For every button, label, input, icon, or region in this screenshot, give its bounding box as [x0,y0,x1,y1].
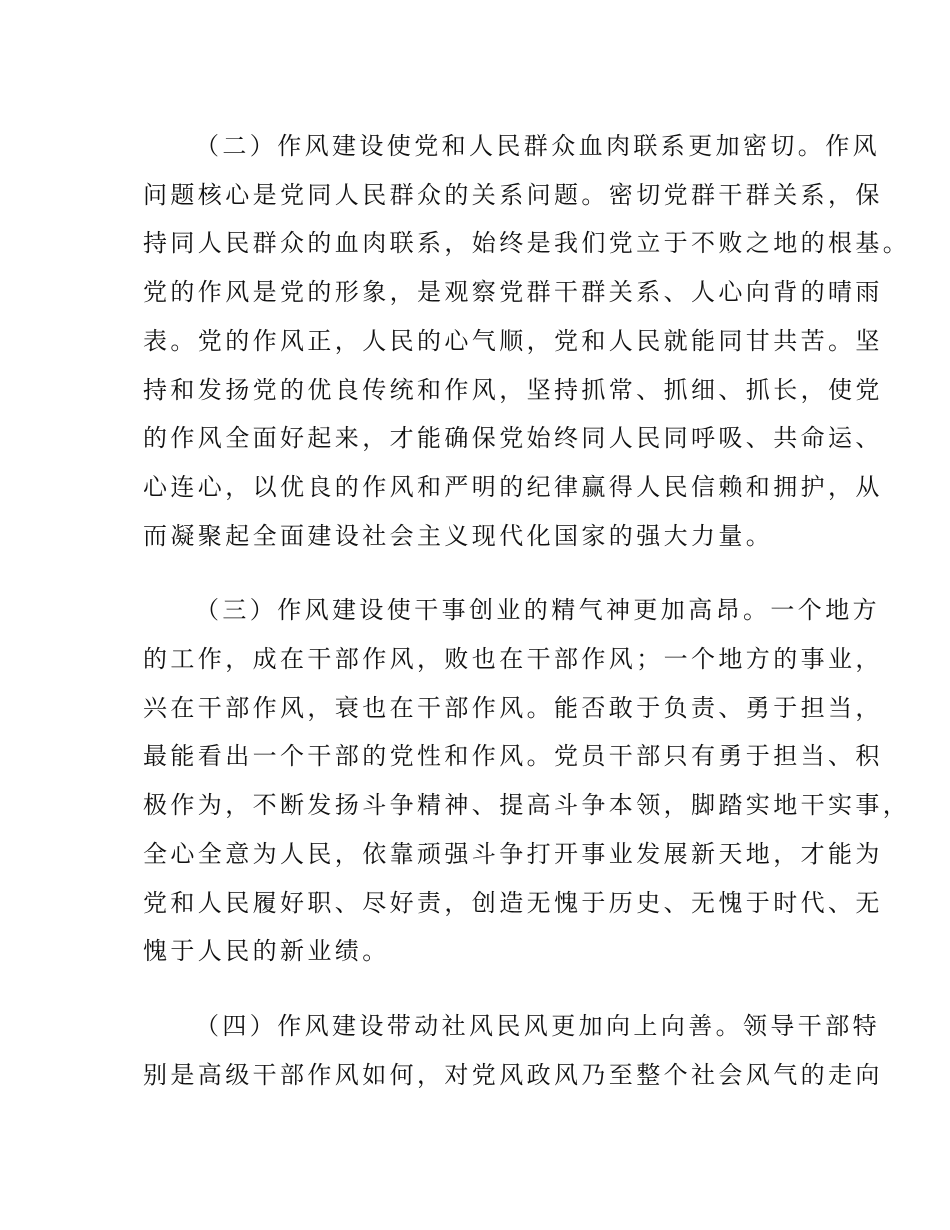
paragraph-line: （二）作风建设使党和人民群众血肉联系更加密切。作风 [195,132,880,160]
paragraph-line: 的作风全面好起来，才能确保党始终同人民同呼吸、共命运、 [143,424,883,453]
paragraph-line: （四）作风建设带动社风民风更加向上向善。领导干部特 [195,1011,880,1040]
paragraph-line: （三）作风建设使干事创业的精气神更加高昂。一个地方 [195,596,880,625]
document-body [143,122,911,1099]
paragraph-2 [143,122,911,560]
paragraph-line: 持同人民群众的血肉联系，始终是我们党立于不败之地的根基。 [143,229,911,258]
paragraph-line: 最能看出一个干部的党性和作风。党员干部只有勇于担当、积 [143,742,883,771]
paragraph-line: 表。党的作风正，人民的心气顺，党和人民就能同甘共苦。坚 [143,326,883,355]
paragraph-line: 愧于人民的新业绩。 [143,937,390,966]
paragraph-line: 党的作风是党的形象，是观察党群干群关系、人心向背的晴雨 [143,278,883,307]
paragraph-line: 而凝聚起全面建设社会主义现代化国家的强大力量。 [143,521,774,550]
paragraph-line: 党和人民履好职、尽好责，创造无愧于历史、无愧于时代、无 [143,888,883,917]
paragraph-line: 心连心，以优良的作风和严明的纪律赢得人民信赖和拥护，从 [143,472,883,501]
paragraph-line: 兴在干部作风，衰也在干部作风。能否敢于负责、勇于担当， [143,693,883,722]
paragraph-line: 持和发扬党的优良传统和作风，坚持抓常、抓细、抓长，使党 [143,375,883,404]
paragraph-4 [143,1002,883,1099]
paragraph-3 [143,586,911,976]
paragraph-line: 全心全意为人民，依靠顽强斗争打开事业发展新天地，才能为 [143,839,883,868]
paragraph-line: 的工作，成在干部作风，败也在干部作风；一个地方的事业， [143,645,883,674]
paragraph-line: 极作为，不断发扬斗争精神、提高斗争本领，脚踏实地干实事， [143,791,911,820]
paragraph-line: 别是高级干部作风如何，对党风政风乃至整个社会风气的走向 [143,1060,883,1089]
paragraph-line: 问题核心是党同人民群众的关系问题。密切党群干群关系，保 [143,180,883,209]
